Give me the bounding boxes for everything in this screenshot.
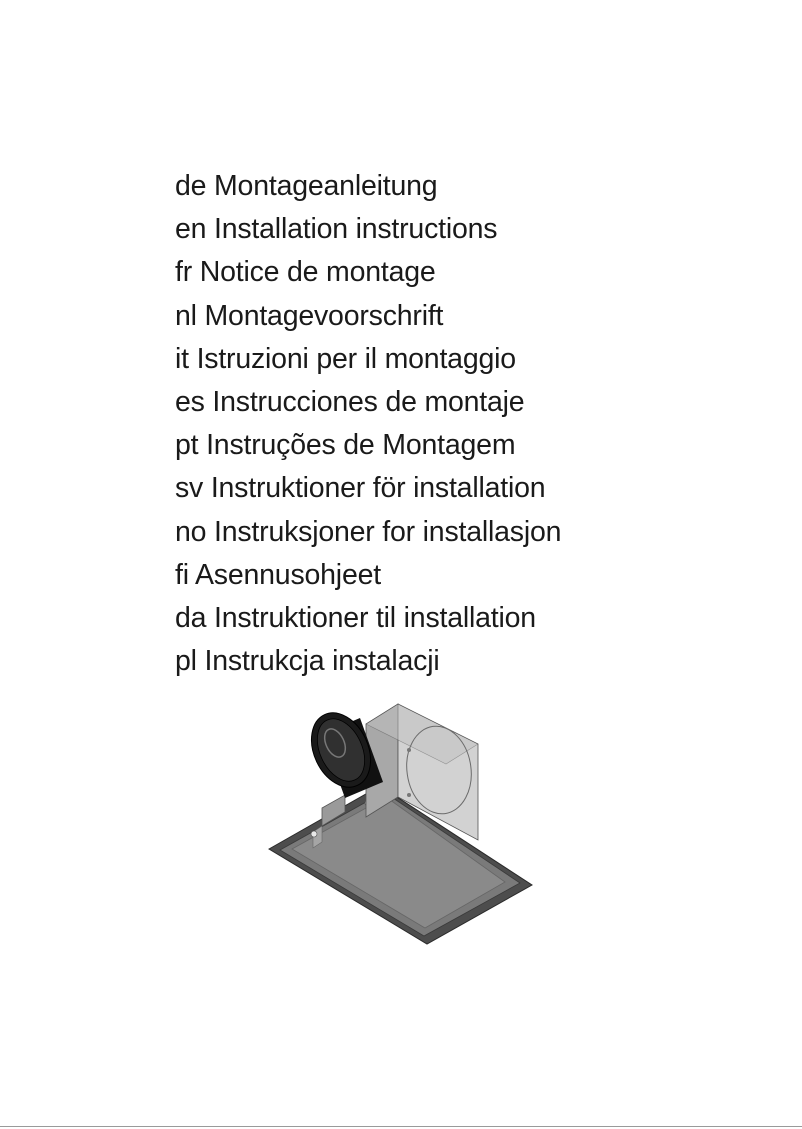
title-no: no Instruksjoner for installasjon xyxy=(175,515,562,548)
title-sv: sv Instruktioner för installation xyxy=(175,472,546,505)
title-es: es Instrucciones de montaje xyxy=(175,385,525,418)
ventilation-unit-illustration xyxy=(262,698,542,950)
title-fi: fi Asennusohjeet xyxy=(175,558,381,591)
title-nl: nl Montagevoorschrift xyxy=(175,299,444,332)
title-fr: fr Notice de montage xyxy=(175,256,436,289)
manual-title-list xyxy=(175,165,561,683)
title-pt: pt Instruções de Montagem xyxy=(175,429,516,462)
title-da: da Instruktioner til installation xyxy=(175,601,536,634)
title-pl: pl Instrukcja instalacji xyxy=(175,645,440,678)
title-en: en Installation instructions xyxy=(175,213,498,246)
page-bottom-rule xyxy=(0,1126,802,1127)
title-it: it Istruzioni per il montaggio xyxy=(175,342,516,375)
title-de: de Montageanleitung xyxy=(175,170,438,202)
